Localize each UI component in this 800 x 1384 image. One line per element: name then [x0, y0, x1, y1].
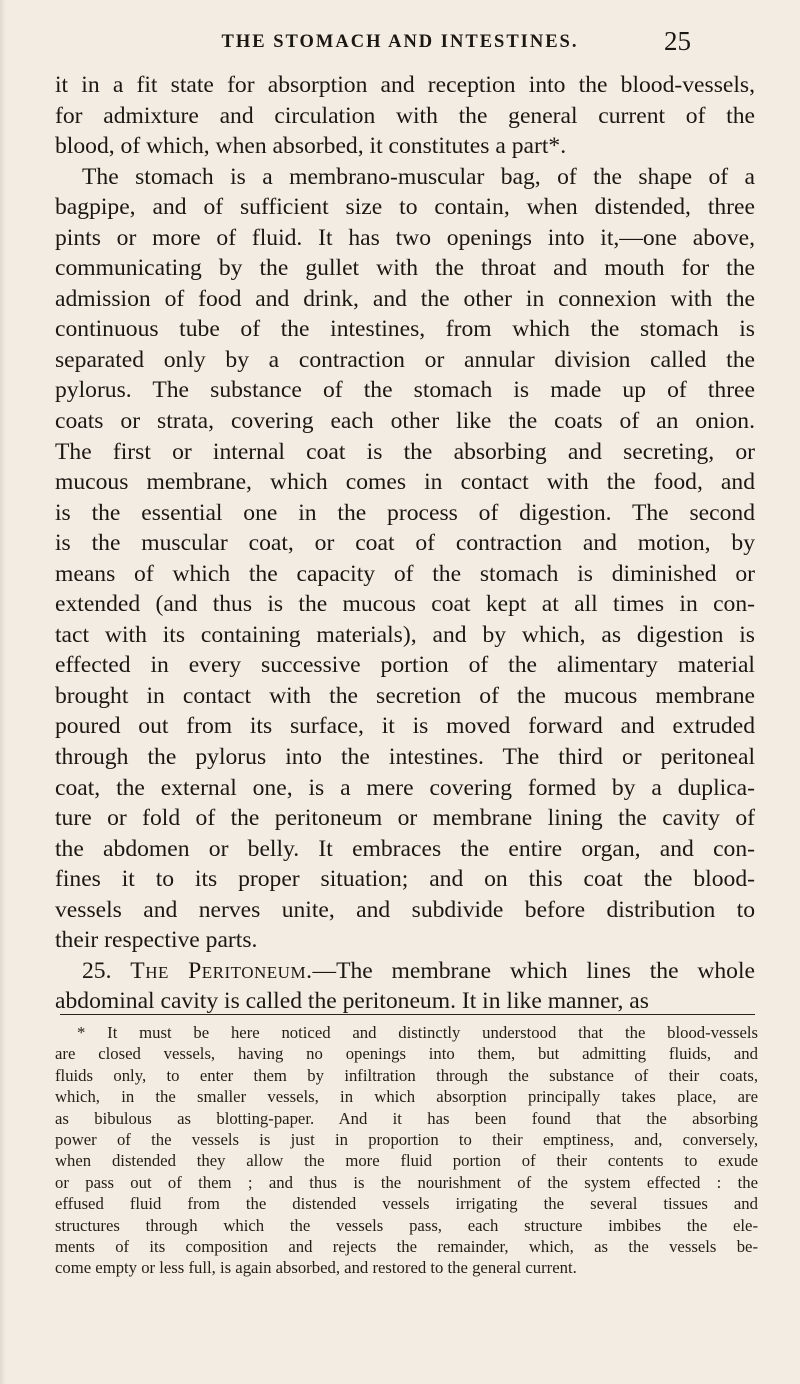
section-number: 25. [82, 957, 112, 984]
body-line: ture or fold of the peritoneum or membrane lining the cavity of [55, 805, 755, 832]
body-line: extended (and thus is the mucous coat kept at all times in con- [55, 591, 755, 618]
footnote-line: effused fluid from the distended vessels irrigating the several tissues and [55, 1194, 758, 1214]
footnote-line: * It must be here noticed and distinctly understood that the blood-vessels [77, 1023, 758, 1042]
body-line: separated only by a contraction or annular division called the [55, 346, 755, 373]
footnote-line: when distended they allow the more fluid portion of their contents to exude [55, 1151, 758, 1171]
page-gutter-shadow [0, 0, 6, 1384]
body-line: is the essential one in the process of digestion. The second [55, 499, 755, 526]
body-line: pylorus. The substance of the stomach is made up of three [55, 377, 755, 404]
page-number: 25 [664, 26, 691, 56]
page-header [0, 28, 800, 58]
body-line: blood, of which, when absorbed, it constitutes a part*. [55, 133, 567, 160]
body-line: abdominal cavity is called the peritoneum. It in like manner, as [55, 988, 649, 1015]
body-line: vessels and nerves unite, and subdivide before distribution to [55, 896, 755, 923]
section-heading-line [55, 956, 755, 987]
section-text: —The membrane which lines the whole [312, 957, 755, 984]
body-line: the abdomen or belly. It embraces the entire organ, and con- [55, 835, 755, 862]
body-line: mucous membrane, which comes in contact with the food, and [55, 469, 755, 496]
body-line: The first or internal coat is the absorbing and secreting, or [55, 438, 755, 465]
body-line: continuous tube of the intestines, from which the stomach is [55, 316, 755, 343]
body-line: means of which the capacity of the stomach is diminished or [55, 560, 755, 587]
body-line: coats or strata, covering each other like the coats of an onion. [55, 408, 755, 435]
footnote-line: structures through which the vessels pass, each structure imbibes the ele- [55, 1215, 758, 1235]
body-line: through the pylorus into the intestines. The third or peritoneal [55, 744, 755, 771]
footnote-line: are closed vessels, having no openings into them, but admitting fluids, and [55, 1044, 758, 1064]
running-head: THE STOMACH AND INTESTINES. [221, 32, 579, 52]
body-line: effected in every successive portion of the alimentary material [55, 652, 755, 679]
body-line: bagpipe, and of sufficient size to contain, when distended, three [55, 194, 755, 221]
body-line: admission of food and drink, and the other in connexion with the [55, 285, 755, 312]
footnote-line: which, in the smaller vessels, in which absorption principally takes place, are [55, 1087, 758, 1107]
body-line: poured out from its surface, it is moved forward and extruded [55, 713, 755, 740]
body-line: fines it to its proper situation; and on this coat the blood- [55, 866, 755, 893]
footnote [55, 1022, 758, 1279]
footnote-divider [60, 1014, 755, 1015]
footnote-line: power of the vessels is just in proportion to their emptiness, and, conversely, [55, 1130, 758, 1150]
body-line: their respective parts. [55, 927, 258, 954]
footnote-line: as bibulous as blotting-paper. And it has been found that the absorbing [55, 1108, 758, 1128]
footnote-line: come empty or less full, is again absorbed, and restored to the general current. [55, 1258, 577, 1278]
body-line: brought in contact with the secretion of the mucous membrane [55, 682, 755, 709]
footnote-line: ments of its composition and rejects the remainder, which, as the vessels be- [55, 1237, 758, 1257]
body-line: The stomach is a membrano-muscular bag, of the shape of a [82, 163, 755, 190]
body-line: communicating by the gullet with the throat and mouth for the [55, 255, 755, 282]
section-heading: The Peritoneum. [130, 957, 313, 984]
body-line: tact with its containing materials), and by which, as digestion is [55, 621, 755, 648]
footnote-line: fluids only, to enter them by infiltration through the substance of their coats, [55, 1065, 758, 1085]
body-text [55, 70, 755, 1017]
body-line: is the muscular coat, or coat of contraction and motion, by [55, 530, 755, 557]
body-line: it in a fit state for absorption and reception into the blood-vessels, [55, 72, 755, 98]
body-line: coat, the external one, is a mere covering formed by a duplica- [55, 774, 755, 801]
body-line: for admixture and circulation with the general current of the [55, 102, 755, 129]
footnote-line: or pass out of them ; and thus is the nourishment of the system effected : the [55, 1172, 758, 1192]
body-line: pints or more of fluid. It has two openings into it,—one above, [55, 224, 755, 251]
